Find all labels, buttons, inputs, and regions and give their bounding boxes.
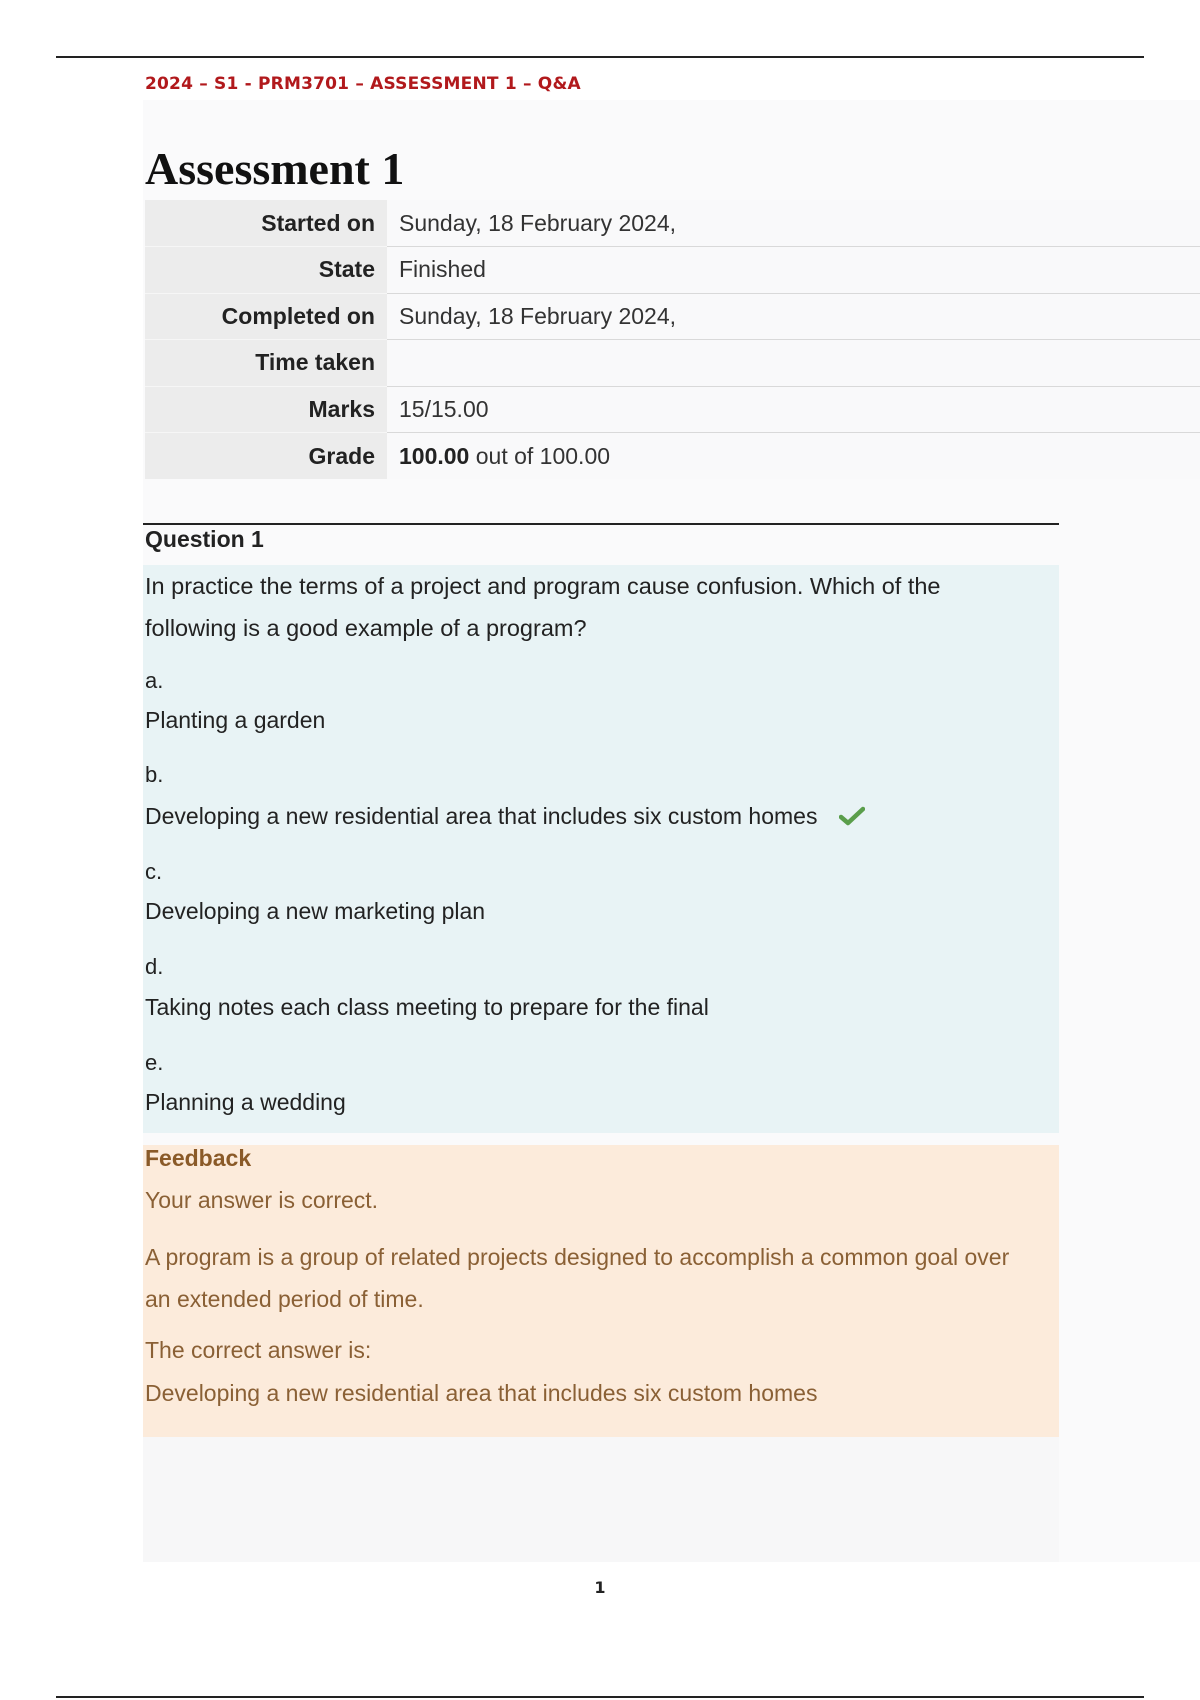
summary-label: Marks: [145, 386, 387, 433]
summary-value: 15/15.00: [387, 386, 1200, 433]
page-title: Assessment 1: [145, 143, 405, 194]
check-icon: [839, 805, 865, 832]
question-heading: Question 1: [145, 526, 264, 552]
grade-score: 100.00: [399, 442, 470, 469]
option-letter: e.: [145, 1050, 164, 1075]
option-text: Developing a new residential area that includes six custom homes: [145, 803, 818, 829]
option-text: Planting a garden: [145, 707, 326, 733]
grade-out-of: out of 100.00: [469, 442, 611, 469]
summary-label: Started on: [145, 200, 387, 247]
summary-label: State: [145, 247, 387, 294]
question-divider: [143, 523, 1059, 525]
option-text: Developing a new marketing plan: [145, 898, 486, 924]
option-letter: d.: [145, 954, 164, 979]
feedback-panel: [143, 1145, 1059, 1437]
summary-value: Sunday, 18 February 2024,: [387, 293, 1200, 340]
attempt-summary-table: [145, 200, 1200, 479]
summary-row: [145, 247, 1200, 294]
option-letter: a.: [145, 668, 164, 693]
summary-value: [387, 340, 1200, 387]
correct-answer-text: Developing a new residential area that includes six custom homes: [145, 1380, 818, 1406]
summary-value: [387, 433, 1200, 480]
bottom-rule: [56, 1696, 1144, 1698]
question-text: In practice the terms of a project and program cause confusion. Which of the following is a good example of a program?: [145, 573, 941, 641]
summary-label: Grade: [145, 433, 387, 480]
blank-panel: [143, 1437, 1059, 1562]
option-letter: c.: [145, 859, 163, 884]
page-number: 1: [594, 1578, 606, 1597]
option-b: [145, 803, 865, 832]
summary-value: Finished: [387, 247, 1200, 294]
feedback-title: Feedback: [145, 1145, 252, 1171]
summary-row: [145, 340, 1200, 387]
top-rule: [56, 56, 1144, 58]
feedback-status: Your answer is correct.: [145, 1187, 379, 1213]
option-letter: b.: [145, 762, 164, 787]
summary-row: [145, 386, 1200, 433]
summary-row: [145, 200, 1200, 247]
summary-row: [145, 293, 1200, 340]
option-text: Planning a wedding: [145, 1089, 346, 1115]
summary-value: Sunday, 18 February 2024,: [387, 200, 1200, 247]
summary-row: [145, 433, 1200, 480]
summary-label: Completed on: [145, 293, 387, 340]
question-panel: [143, 565, 1059, 1133]
option-text: Taking notes each class meeting to prepare for the final: [145, 994, 709, 1020]
correct-answer-label: The correct answer is:: [145, 1337, 372, 1363]
document-header: 2024 – S1 - PRM3701 – ASSESSMENT 1 – Q&A: [145, 74, 581, 94]
summary-label: Time taken: [145, 340, 387, 387]
feedback-explanation: A program is a group of related projects designed to accomplish a common goal over an extended period of time.: [145, 1244, 1010, 1312]
